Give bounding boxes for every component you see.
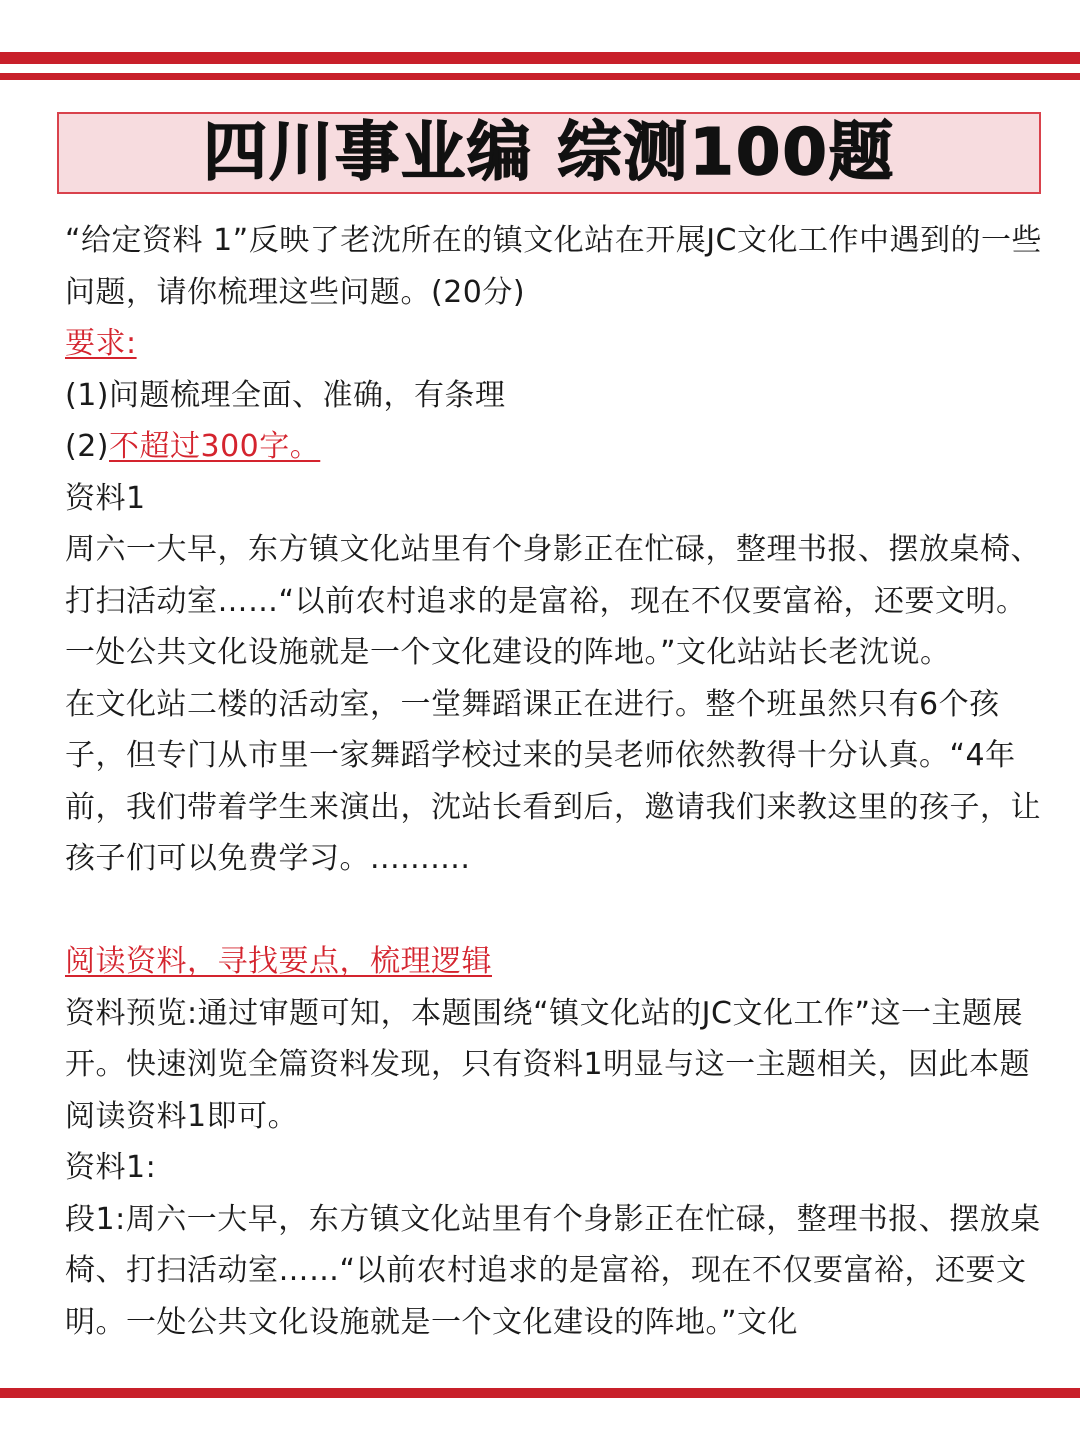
top-red-stripe-thick xyxy=(0,52,1080,64)
title-banner xyxy=(57,112,1041,194)
requirement-2 xyxy=(65,421,1050,473)
page-title: 四川事业编 综测100题 xyxy=(203,116,895,190)
section-spacer xyxy=(65,885,1050,937)
top-red-stripe-thin xyxy=(0,73,1080,80)
requirement-2-prefix: (2) xyxy=(65,429,109,464)
requirement-2-limit: 不超过300字。 xyxy=(109,429,321,464)
requirement-1: (1)问题梳理全面、准确，有条理 xyxy=(65,377,506,413)
material-paragraph-2: 在文化站二楼的活动室，一堂舞蹈课正在进行。整个班虽然只有6个孩子，但专门从市里一家舞蹈学校过来的吴老师依然教得十分认真。“4年前，我们带着学生来演出，沈站长看到后，邀请我们来教这里的孩子，让孩子们可以免费学习。.......... xyxy=(65,686,1041,876)
segment-1-text: 段1:周六一大早，东方镇文化站里有个身影正在忙碌，整理书报、摆放桌椅、打扫活动室……“以前农村追求的是富裕，现在不仅要富裕，还要文明。一处公共文化设施就是一个文化建设的阵地。”文化 xyxy=(65,1201,1041,1340)
bottom-red-stripe xyxy=(0,1388,1080,1398)
requirements-label: 要求: xyxy=(65,326,137,361)
reading-heading: 阅读资料，寻找要点，梳理逻辑 xyxy=(65,944,492,979)
preview-text: 资料预览:通过审题可知，本题围绕“镇文化站的JC文化工作”这一主题展开。快速浏览全篇资料发现，只有资料1明显与这一主题相关，因此本题阅读资料1即可。 xyxy=(65,995,1031,1134)
material-paragraph-1: 周六一大早，东方镇文化站里有个身影正在忙碌，整理书报、摆放桌椅、打扫活动室……“以前农村追求的是富裕，现在不仅要富裕，还要文明。一处公共文化设施就是一个文化建设的阵地。”文化站站长老沈说。 xyxy=(65,532,1041,670)
material-label: 资料1: xyxy=(65,1150,157,1185)
article-body xyxy=(65,215,1050,1348)
question-text: “给定资料 1”反映了老沈所在的镇文化站在开展JC文化工作中遇到的一些问题，请你梳理这些问题。(20分) xyxy=(65,223,1043,310)
material-heading: 资料1 xyxy=(65,480,146,516)
